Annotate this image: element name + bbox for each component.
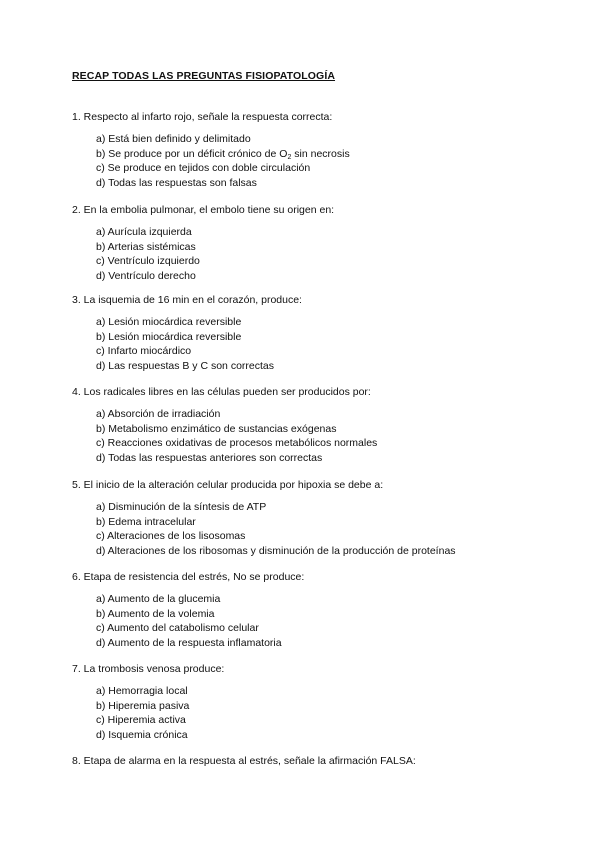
option-list <box>96 407 572 465</box>
answer-option: b) Edema intracelular <box>96 515 196 528</box>
question-6 <box>72 570 572 650</box>
answer-option: c) Infarto miocárdico <box>96 345 192 358</box>
question-text: 4. Los radicales libres en las células pueden ser producidos por: <box>72 386 371 398</box>
option-list <box>96 315 572 373</box>
question-1 <box>72 110 572 190</box>
answer-option: b) Se produce por un déficit crónico de $O_2$ sin necrosis <box>96 147 350 161</box>
answer-option: c) Alteraciones de los lisosomas <box>96 530 246 543</box>
question-4 <box>72 385 572 465</box>
question-text: 3. La isquemia de 16 min en el corazón, produce: <box>72 294 302 306</box>
question-text: 8. Etapa de alarma en la respuesta al estrés, señale la afirmación FALSA: <box>72 755 416 767</box>
answer-option: c) Reacciones oxidativas de procesos metabólicos normales <box>96 437 378 450</box>
answer-option: d) Todas las respuestas son falsas <box>96 176 257 189</box>
answer-option: b) Hiperemia pasiva <box>96 699 190 712</box>
answer-option: d) Las respuestas B y C son correctas <box>96 359 274 372</box>
option-list <box>96 500 572 558</box>
subscript: 2 <box>287 153 292 161</box>
answer-option: a) Hemorragia local <box>96 685 188 697</box>
question-7 <box>72 662 572 742</box>
answer-option: d) Isquemia crónica <box>96 728 188 741</box>
answer-option: c) Aumento del catabolismo celular <box>96 622 259 635</box>
question-text: 2. En la embolia pulmonar, el embolo tiene su origen en: <box>72 204 335 216</box>
answer-option: b) Lesión miocárdica reversible <box>96 330 242 343</box>
question-2 <box>72 203 572 283</box>
document-title: RECAP TODAS LAS PREGUNTAS FISIOPATOLOGÍA <box>72 70 336 82</box>
question-text: 5. El inicio de la alteración celular producida por hipoxia se debe a: <box>72 479 384 491</box>
question-text: 1. Respecto al infarto rojo, señale la respuesta correcta: <box>72 111 333 123</box>
option-list <box>96 684 572 742</box>
answer-option: b) Aumento de la volemia <box>96 607 215 620</box>
answer-option: a) Disminución de la síntesis de ATP <box>96 501 267 513</box>
answer-option: a) Lesión miocárdica reversible <box>96 316 242 328</box>
answer-option: b) Metabolismo enzimático de sustancias exógenas <box>96 422 337 435</box>
answer-option: d) Ventrículo derecho <box>96 269 196 282</box>
option-list <box>96 132 572 190</box>
answer-option: a) Aurícula izquierda <box>96 226 192 238</box>
answer-option: d) Todas las respuestas anteriores son correctas <box>96 451 323 464</box>
answer-option: a) Absorción de irradiación <box>96 408 221 420</box>
answer-option: d) Alteraciones de los ribosomas y disminución de la producción de proteínas <box>96 544 456 557</box>
answer-option: b) Arterias sistémicas <box>96 240 196 253</box>
answer-option: d) Aumento de la respuesta inflamatoria <box>96 636 282 649</box>
question-3 <box>72 293 572 373</box>
option-list <box>96 225 572 283</box>
answer-option: c) Hiperemia activa <box>96 714 186 727</box>
option-list <box>96 592 572 650</box>
answer-option: a) Está bien definido y delimitado <box>96 133 251 145</box>
question-text: 6. Etapa de resistencia del estrés, No se produce: <box>72 571 305 583</box>
answer-option: a) Aumento de la glucemia <box>96 593 221 605</box>
answer-option: c) Ventrículo izquierdo <box>96 255 200 268</box>
question-text: 7. La trombosis venosa produce: <box>72 663 225 675</box>
question-8 <box>72 754 572 768</box>
answer-option: c) Se produce en tejidos con doble circulación <box>96 162 311 175</box>
question-5 <box>72 478 572 558</box>
